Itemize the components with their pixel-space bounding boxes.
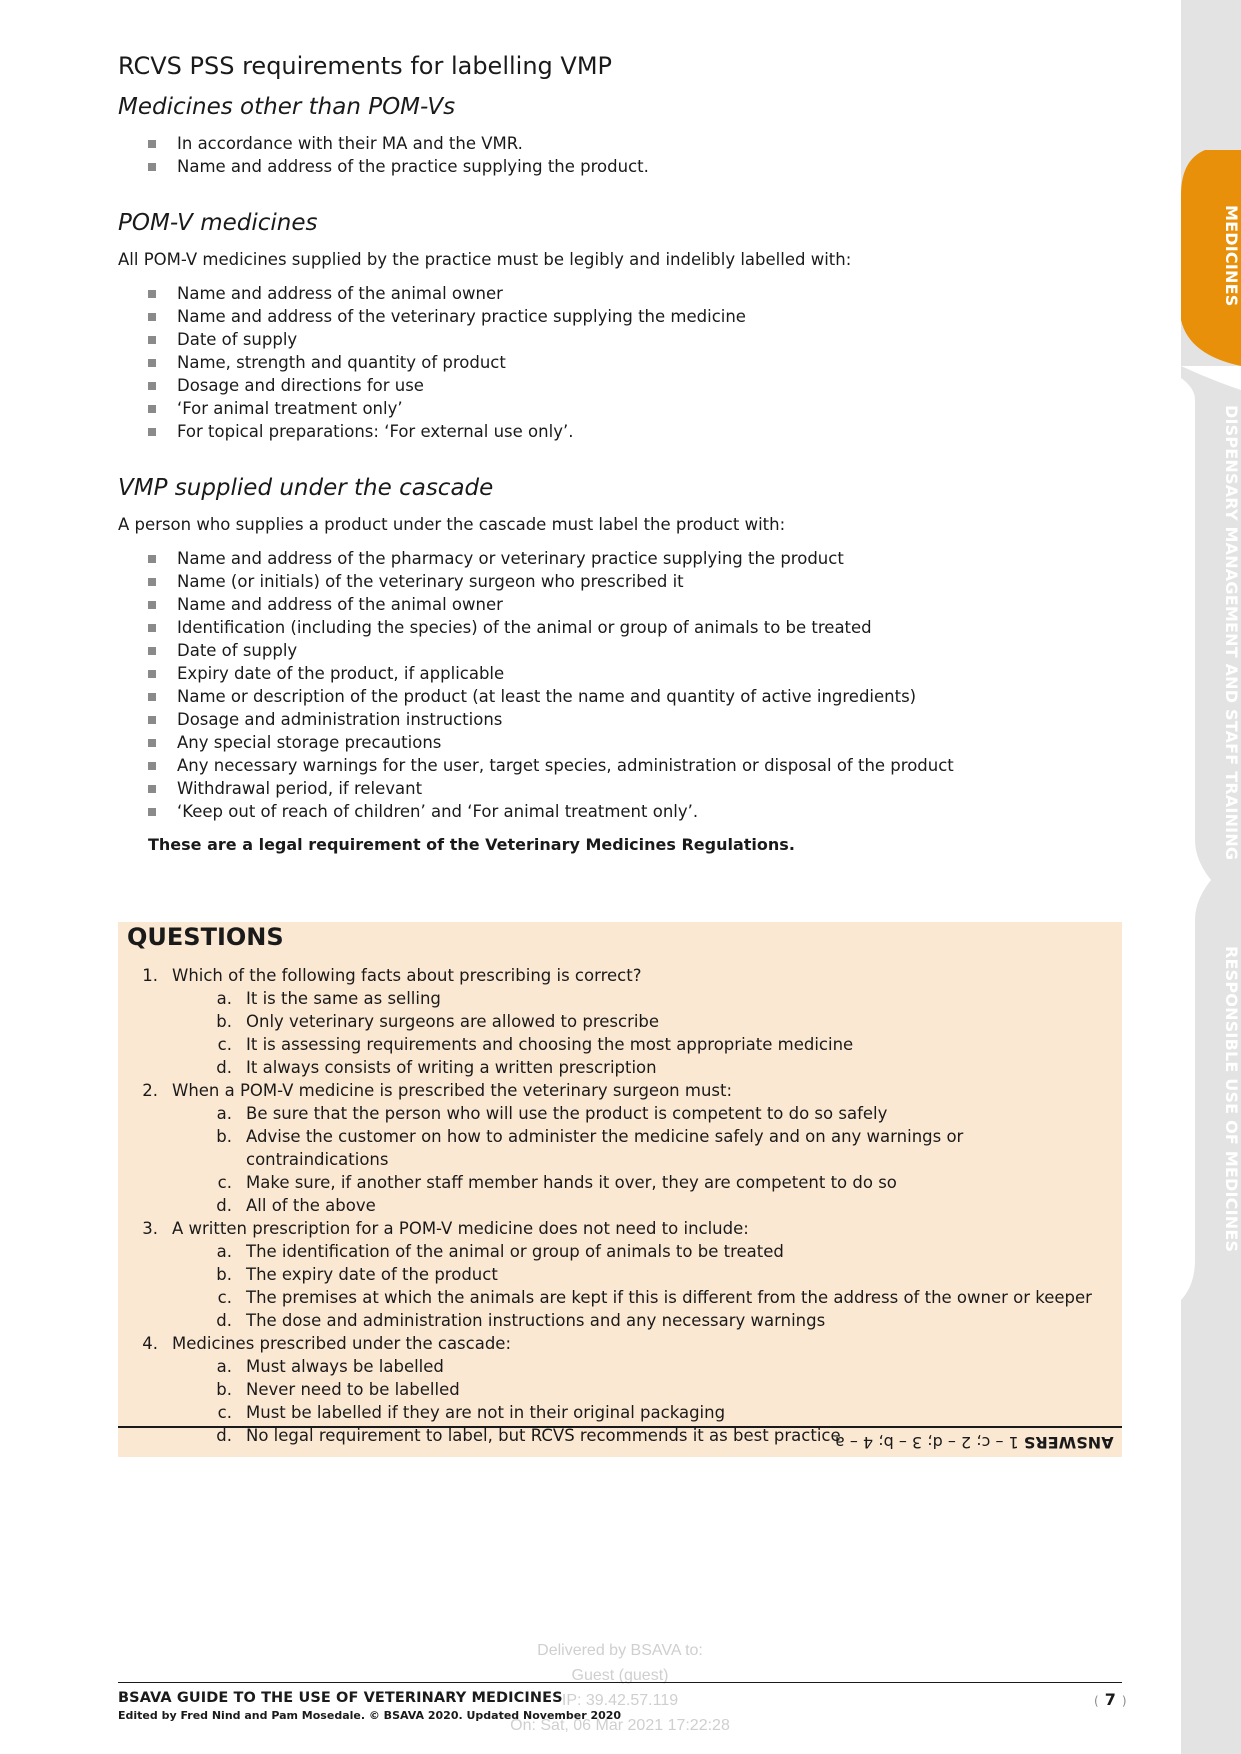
questions-box — [118, 922, 1122, 1457]
page-number — [1088, 1690, 1133, 1709]
option-letter: a. — [216, 989, 232, 1008]
list-item: For topical preparations: ‘For external use only’. — [148, 420, 1123, 443]
side-tabs — [1181, 0, 1241, 1754]
list-item: Identification (including the species) of the animal or group of animals to be treated — [148, 616, 1123, 639]
option-item — [118, 1056, 1108, 1079]
option-item — [118, 1378, 1108, 1401]
option-text: Must be labelled if they are not in their original packaging — [246, 1403, 726, 1422]
tab-responsible-use[interactable] — [1181, 946, 1241, 1252]
option-letter: c. — [217, 1288, 232, 1307]
answers-bar — [118, 1426, 1122, 1457]
question-text: When a POM-V medicine is prescribed the veterinary surgeon must: — [172, 1081, 733, 1100]
option-text: Never need to be labelled — [246, 1380, 460, 1399]
option-letter: c. — [217, 1035, 232, 1054]
option-item — [118, 1309, 1108, 1332]
question-number: 4. — [142, 1334, 158, 1353]
list-item: Dosage and directions for use — [148, 374, 1123, 397]
list-item: Any special storage precautions — [148, 731, 1123, 754]
question-text: A written prescription for a POM-V medicine does not need to include: — [172, 1219, 749, 1238]
option-item — [118, 1240, 1108, 1263]
watermark-line: Delivered by BSAVA to: — [537, 1642, 703, 1659]
list-item: Name and address of the animal owner — [148, 282, 1123, 305]
watermark-line: On: Sat, 06 Mar 2021 17:22:28 — [510, 1717, 730, 1734]
question-number: 3. — [142, 1219, 158, 1238]
question-item — [118, 964, 1108, 1079]
answers-label: ANSWERS — [1024, 1433, 1114, 1452]
option-letter: c. — [217, 1173, 232, 1192]
question-item — [118, 1079, 1108, 1217]
option-text: The identification of the animal or group of animals to be treated — [246, 1242, 784, 1261]
option-letter: a. — [216, 1357, 232, 1376]
list-item: In accordance with their MA and the VMR. — [148, 132, 1123, 155]
questions-title: QUESTIONS — [127, 923, 284, 951]
option-letter: d. — [216, 1311, 232, 1330]
option-letter: b. — [216, 1127, 232, 1146]
question-number: 1. — [142, 966, 158, 985]
option-item — [118, 1194, 1108, 1217]
question-list — [118, 964, 1108, 1447]
list-item: Name or description of the product (at least the name and quantity of active ingredients) — [148, 685, 1123, 708]
tab-dispensary-management[interactable] — [1181, 405, 1241, 860]
option-item — [118, 1171, 1108, 1194]
answers-text — [835, 1431, 1114, 1453]
list-item: Date of supply — [148, 328, 1123, 351]
list-item: Date of supply — [148, 639, 1123, 662]
option-letter: b. — [216, 1380, 232, 1399]
option-item — [118, 1033, 1108, 1056]
section-title: Medicines other than POM-Vs — [118, 94, 456, 120]
bullet-list — [118, 547, 1123, 823]
bullet-list — [118, 282, 1123, 443]
option-letter: b. — [216, 1265, 232, 1284]
option-letter: d. — [216, 1426, 232, 1445]
tab-medicines[interactable] — [1181, 205, 1241, 306]
option-text: Make sure, if another staff member hands it over, they are competent to do so — [246, 1173, 897, 1192]
option-text: The premises at which the animals are kept if this is different from the address of the owner or keeper — [246, 1288, 1092, 1307]
option-list — [118, 987, 1108, 1079]
list-item: Expiry date of the product, if applicable — [148, 662, 1123, 685]
list-item: Name and address of the veterinary practice supplying the medicine — [148, 305, 1123, 328]
footer-divider — [118, 1682, 1122, 1683]
tab-responsible-label: RESPONSIBLE USE OF MEDICINES — [1222, 946, 1241, 1253]
option-item — [118, 1286, 1108, 1309]
list-item: Name and address of the pharmacy or veterinary practice supplying the product — [148, 547, 1123, 570]
option-item — [118, 987, 1108, 1010]
list-item: Dosage and administration instructions — [148, 708, 1123, 731]
bullet-list — [118, 132, 1123, 178]
option-text: It always consists of writing a written prescription — [246, 1058, 657, 1077]
bracket-left-icon: ( — [1094, 1694, 1099, 1708]
option-letter: a. — [216, 1242, 232, 1261]
page-heading: RCVS PSS requirements for labelling VMP — [118, 52, 612, 80]
option-item — [118, 1125, 1108, 1171]
option-item — [118, 1355, 1108, 1378]
main-content — [118, 50, 1123, 857]
option-item — [118, 1010, 1108, 1033]
list-item: ‘Keep out of reach of children’ and ‘For animal treatment only’. — [148, 800, 1123, 823]
option-letter: b. — [216, 1012, 232, 1031]
tab-medicines-label: MEDICINES — [1222, 205, 1241, 307]
section-intro: All POM-V medicines supplied by the practice must be legibly and indelibly labelled with: — [118, 250, 852, 269]
option-item — [118, 1401, 1108, 1424]
section-pom-v — [118, 208, 1123, 443]
option-item — [118, 1102, 1108, 1125]
footer-title: BSAVA GUIDE TO THE USE OF VETERINARY MEDICINES — [118, 1690, 563, 1706]
question-text: Medicines prescribed under the cascade: — [172, 1334, 512, 1353]
tab-dispensary-label: DISPENSARY MANAGEMENT AND STAFF TRAINING — [1222, 405, 1241, 861]
option-list — [118, 1240, 1108, 1332]
option-letter: c. — [217, 1403, 232, 1422]
option-text: Advise the customer on how to administer the medicine safely and on any warnings or contraindications — [246, 1127, 964, 1169]
list-item: Name (or initials) of the veterinary surgeon who prescribed it — [148, 570, 1123, 593]
option-letter: a. — [216, 1104, 232, 1123]
section-intro: A person who supplies a product under the cascade must label the product with: — [118, 515, 786, 534]
option-item — [118, 1263, 1108, 1286]
option-text: Be sure that the person who will use the product is competent to do so safely — [246, 1104, 888, 1123]
list-item: Name, strength and quantity of product — [148, 351, 1123, 374]
legal-note: These are a legal requirement of the Veterinary Medicines Regulations. — [148, 835, 795, 854]
option-letter: d. — [216, 1196, 232, 1215]
section-title: POM-V medicines — [118, 210, 318, 236]
list-item: Any necessary warnings for the user, target species, administration or disposal of the product — [148, 754, 1123, 777]
watermark-line: Guest (guest) — [571, 1667, 669, 1684]
list-item: ‘For animal treatment only’ — [148, 397, 1123, 420]
answers-key: 1 – c; 2 – d; 3 – b; 4 – a — [835, 1433, 1020, 1452]
option-text: No legal requirement to label, but RCVS recommends it as best practice — [246, 1426, 841, 1445]
option-text: It is assessing requirements and choosing the most appropriate medicine — [246, 1035, 854, 1054]
option-text: The dose and administration instructions and any necessary warnings — [246, 1311, 826, 1330]
question-number: 2. — [142, 1081, 158, 1100]
list-item: Name and address of the practice supplying the product. — [148, 155, 1123, 178]
option-text: Must always be labelled — [246, 1357, 444, 1376]
option-text: Only veterinary surgeons are allowed to prescribe — [246, 1012, 660, 1031]
section-other-medicines — [118, 92, 1123, 178]
option-text: The expiry date of the product — [246, 1265, 498, 1284]
section-title: VMP supplied under the cascade — [118, 475, 494, 501]
option-letter: d. — [216, 1058, 232, 1077]
question-item — [118, 1217, 1108, 1332]
footer-subtitle: Edited by Fred Nind and Pam Mosedale. © BSAVA 2020. Updated November 2020 — [118, 1709, 622, 1722]
option-text: It is the same as selling — [246, 989, 441, 1008]
watermark-line: IP: 39.42.57.119 — [561, 1692, 679, 1709]
bracket-right-icon: ) — [1121, 1694, 1127, 1708]
option-text: All of the above — [246, 1196, 376, 1215]
list-item: Name and address of the animal owner — [148, 593, 1123, 616]
list-item: Withdrawal period, if relevant — [148, 777, 1123, 800]
section-cascade — [118, 473, 1123, 857]
question-text: Which of the following facts about prescribing is correct? — [172, 966, 642, 985]
page-number-value: 7 — [1104, 1690, 1116, 1709]
option-list — [118, 1102, 1108, 1217]
